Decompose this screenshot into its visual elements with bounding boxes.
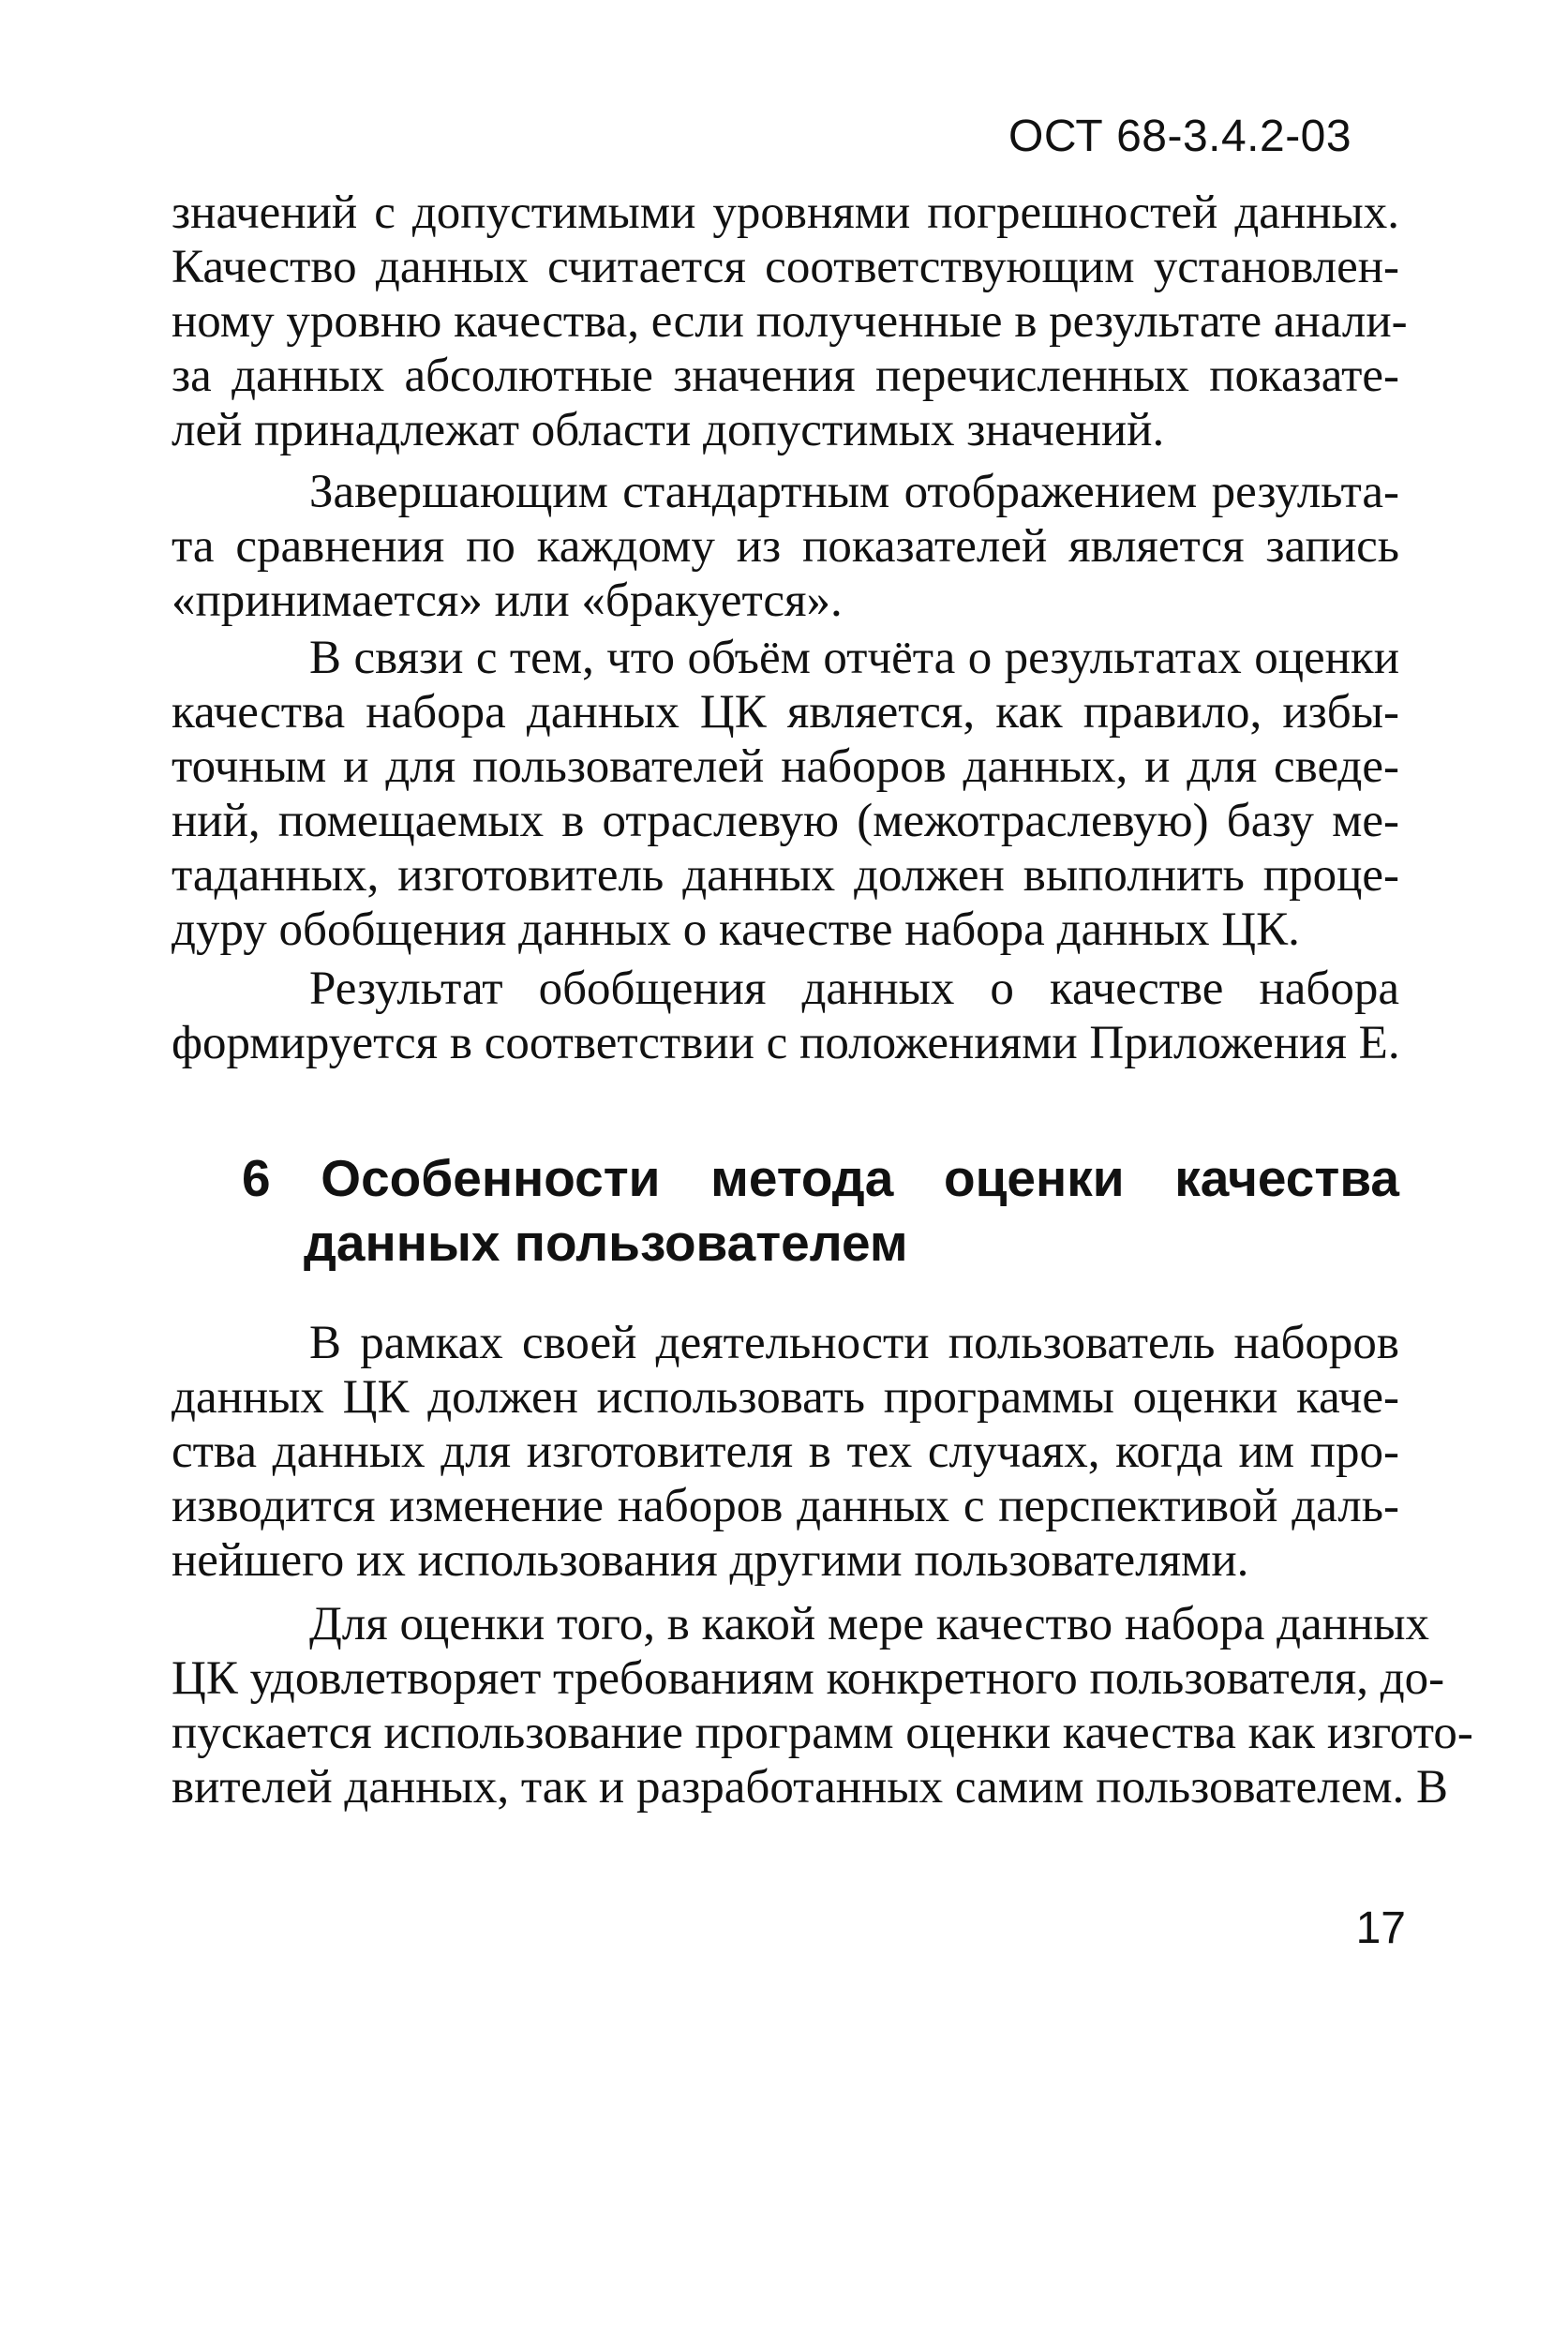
body-line: лей принадлежат области допустимых значений. xyxy=(172,404,1165,456)
body-line: та сравнения по каждому из показателей является запись xyxy=(172,520,1399,573)
section-heading-line-1: 6 Особенности метода оценки качества xyxy=(242,1149,1399,1207)
body-line: ЦК удовлетворяет требованиям конкретного пользователя, до- xyxy=(172,1652,1445,1705)
body-line: значений с допустимыми уровнями погрешностей данных. xyxy=(172,187,1399,239)
body-line: вителей данных, так и разработанных самим пользователем. В xyxy=(172,1761,1449,1814)
body-line: Для оценки того, в какой мере качество набора данных xyxy=(309,1598,1430,1650)
body-line: точным и для пользователей наборов данных, и для сведе- xyxy=(172,740,1399,793)
body-line: Завершающим стандартным отображением результа- xyxy=(309,466,1399,518)
document-code: ОСТ 68-3.4.2-03 xyxy=(1008,112,1352,161)
section-heading-line-2: данных пользователем xyxy=(304,1214,908,1272)
body-line: за данных абсолютные значения перечисленных показате- xyxy=(172,350,1399,402)
page-number: 17 xyxy=(1355,1904,1406,1953)
body-line: «принимается» или «бракуется». xyxy=(172,575,843,627)
body-line: данных ЦК должен использовать программы оценки каче- xyxy=(172,1371,1399,1424)
body-line: Результат обобщения данных о качестве набора xyxy=(309,963,1399,1015)
body-line: ний, помещаемых в отраслевую (межотраслевую) базу ме- xyxy=(172,795,1399,847)
body-line: формируется в соответствии с положениями Приложения Е. xyxy=(172,1017,1400,1069)
body-line: таданных, изготовитель данных должен выполнить проце- xyxy=(172,849,1399,902)
body-line: пускается использование программ оценки качества как изгото- xyxy=(172,1707,1473,1759)
body-line: Качество данных считается соответствующим установлен- xyxy=(172,241,1399,293)
body-line: В рамках своей деятельности пользователь наборов xyxy=(309,1317,1399,1369)
body-line: изводится изменение наборов данных с перспективой даль- xyxy=(172,1480,1399,1532)
body-line: ства данных для изготовителя в тех случаях, когда им про- xyxy=(172,1426,1399,1478)
body-line: качества набора данных ЦК является, как правило, избы- xyxy=(172,686,1399,739)
body-line: дуру обобщения данных о качестве набора данных ЦК. xyxy=(172,903,1300,956)
body-line: нейшего их использования другими пользователями. xyxy=(172,1534,1249,1587)
body-line: В связи с тем, что объём отчёта о результатах оценки xyxy=(309,632,1399,684)
body-line: ному уровню качества, если полученные в результате анали- xyxy=(172,295,1408,348)
